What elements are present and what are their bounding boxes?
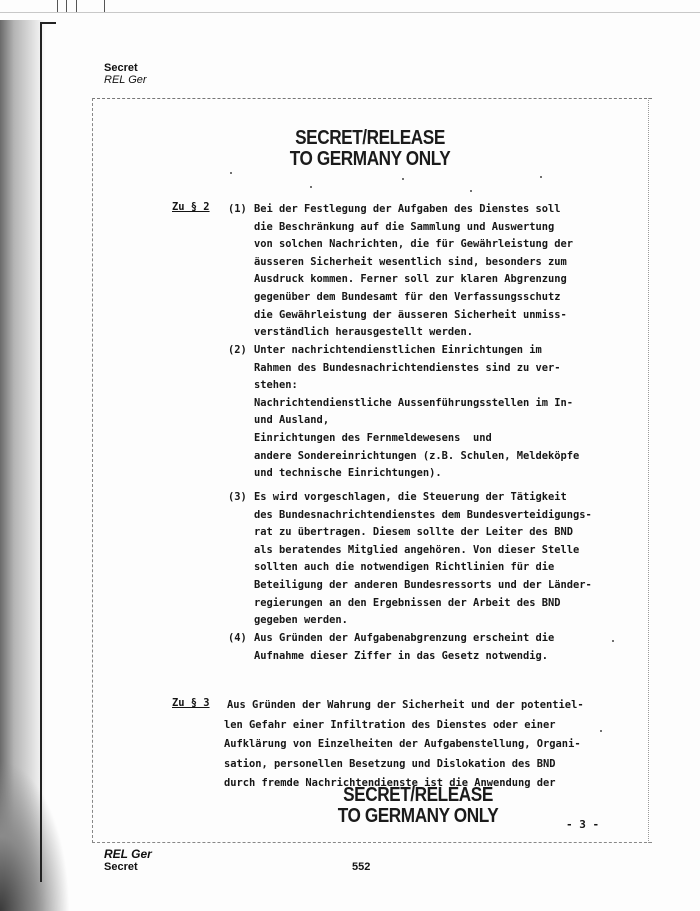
scan-tick xyxy=(76,0,77,12)
paragraph-line: sollten auch die notwendigen Richtlinien für die xyxy=(254,561,555,574)
paragraph-line: als beratendes Mitglied angehören. Von dieser Stelle xyxy=(254,543,580,556)
paragraph-line: die Gewährleistung der äusseren Sicherheit unmiss- xyxy=(254,308,567,321)
paragraph-line: Es wird vorgeschlagen, die Steuerung der Tätigkeit xyxy=(254,491,567,503)
paragraph-line: Aufnahme dieser Ziffer in das Gesetz notwendig. xyxy=(254,649,549,662)
paragraph-line: und Ausland, xyxy=(254,414,330,427)
paragraph-line: die Beschränkung auf die Sammlung und Auswertung xyxy=(254,220,555,233)
page-edge xyxy=(40,22,42,882)
section-3-ref: Zu § 3 xyxy=(172,697,210,709)
scan-edge-line xyxy=(0,12,700,13)
paragraph-line: Rahmen des Bundesnachrichtendienstes sind zu ver- xyxy=(254,361,561,374)
paragraph-number: (3) xyxy=(228,491,247,503)
section-3-line: durch fremde Nachrichtendienste ist die Anwendung der xyxy=(224,777,556,789)
paragraph-number: (4) xyxy=(228,632,247,644)
stamp-top xyxy=(267,128,473,170)
paragraph-line: Ausdruck kommen. Ferner soll zur klaren Abgrenzung xyxy=(254,273,567,286)
paragraph-line: gegeben werden. xyxy=(254,614,348,627)
paragraph-line: Beteiligung der anderen Bundesressorts und der Länder- xyxy=(254,579,592,591)
stamp-top-line1: SECRET/RELEASE xyxy=(295,127,445,149)
paragraph-line: Aus Gründen der Aufgabenabgrenzung erscheint die xyxy=(254,632,555,644)
header-secret: Secret xyxy=(104,62,138,74)
paragraph-line: äusseren Sicherheit wesentlich sind, besonders zum xyxy=(254,255,567,268)
section-3-line: Aufklärung von Einzelheiten der Aufgabenstellung, Organi- xyxy=(224,738,581,750)
scan-speck xyxy=(612,640,614,642)
section-2-ref: Zu § 2 xyxy=(172,201,210,213)
frame-right xyxy=(648,98,649,843)
stamp-bottom-line2: TO GERMANY ONLY xyxy=(337,805,499,827)
scan-speck xyxy=(470,190,472,192)
footer-secret: Secret xyxy=(104,861,138,873)
paragraph-line: von solchen Nachrichten, die für Gewährleistung der xyxy=(254,238,574,251)
scan-tick xyxy=(66,0,67,12)
paragraph-line: Nachrichtendienstliche Aussenführungsstellen im In- xyxy=(254,396,574,409)
paragraph-number: (1) xyxy=(228,203,247,215)
paragraph-line: Einrichtungen des Fernmeldewesens und xyxy=(254,432,492,444)
footer-rel: REL Ger xyxy=(104,847,152,861)
scan-tick xyxy=(104,0,105,12)
paragraph-line: Unter nachrichtendienstlichen Einrichtungen im xyxy=(254,344,542,356)
paragraph-line: andere Sondereinrichtungen (z.B. Schulen, Meldeköpfe xyxy=(254,449,580,462)
scan-shadow-corner xyxy=(0,760,70,911)
paragraph-line: regierungen an den Ergebnissen der Arbeit des BND xyxy=(254,596,561,609)
frame-left xyxy=(92,98,93,843)
header-rel: REL Ger xyxy=(104,74,147,86)
paragraph-line: gegenüber dem Bundesamt für den Verfassungsschutz xyxy=(254,291,561,303)
section-3-line: Aus Gründen der Wahrung der Sicherheit und der potentiel- xyxy=(227,699,584,711)
stamp-bottom-line1: SECRET/RELEASE xyxy=(343,784,493,806)
page-edge-corner xyxy=(40,22,56,24)
stamp-top-line2: TO GERMANY ONLY xyxy=(289,148,451,170)
section-3-line: sation, personellen Besetzung und Dislokation des BND xyxy=(224,757,556,770)
paragraph-line: und technische Einrichtungen). xyxy=(254,467,442,480)
frame-bottom xyxy=(92,842,652,843)
scan-speck xyxy=(230,172,232,174)
footer-page-number: 552 xyxy=(352,861,371,873)
stamp-bottom xyxy=(315,785,521,827)
frame-top xyxy=(92,98,652,99)
paragraph-line: rat zu übertragen. Diesem sollte der Leiter des BND xyxy=(254,526,574,539)
paragraph-number: (2) xyxy=(228,344,247,356)
scan-speck xyxy=(540,176,542,178)
header-classification xyxy=(104,62,147,86)
paragraph-line: Bei der Festlegung der Aufgaben des Dienstes soll xyxy=(254,203,561,215)
paragraph-line: stehen: xyxy=(254,379,298,392)
scan-speck xyxy=(310,186,312,188)
paragraph-line: des Bundesnachrichtendienstes dem Bundesverteidigungs- xyxy=(254,508,592,521)
page-marker: - 3 - xyxy=(566,818,600,831)
footer-classification xyxy=(104,848,152,873)
scan-speck xyxy=(402,178,404,180)
scan-tick xyxy=(57,0,58,12)
section-3-line: len Gefahr einer Infiltration des Dienstes oder einer xyxy=(224,718,556,731)
paragraph-line: verständlich herausgestellt werden. xyxy=(254,326,473,339)
scan-speck xyxy=(600,730,602,732)
